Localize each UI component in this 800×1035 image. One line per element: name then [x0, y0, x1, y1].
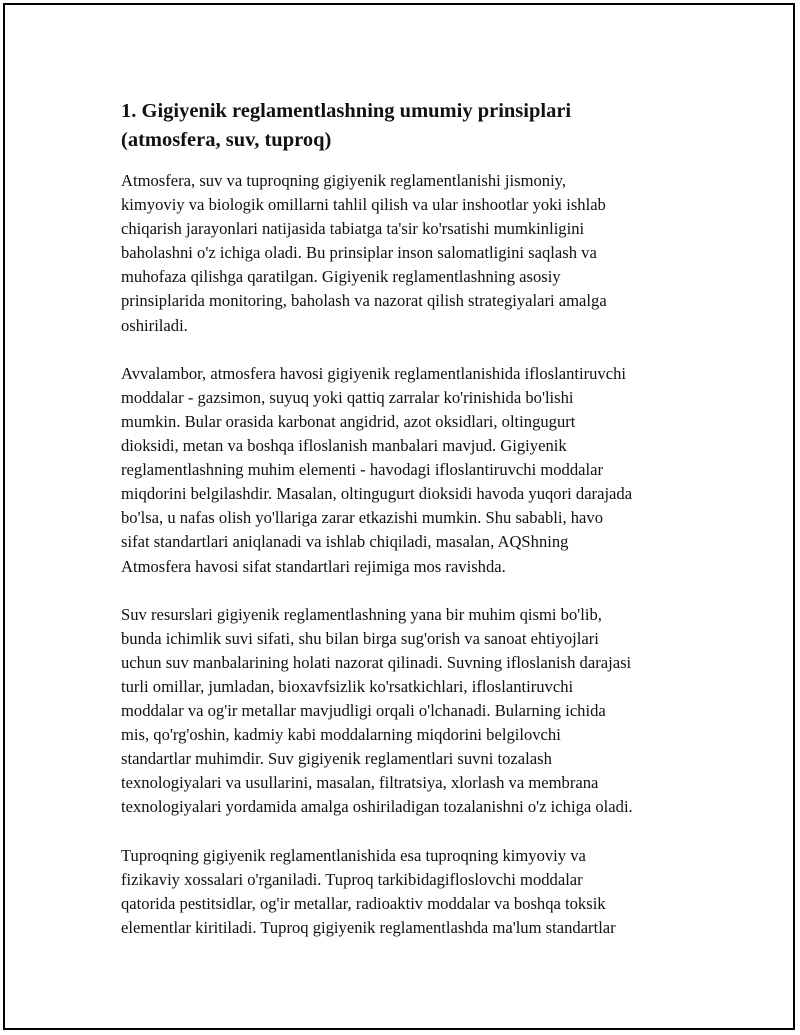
text-line: standartlar muhimdir. Suv gigiyenik reglamentlari suvni tozalash: [121, 749, 552, 769]
text-line: qatorida pestitsidlar, og'ir metallar, radioaktiv moddalar va boshqa toksik: [121, 893, 606, 913]
text-line: mumkin. Bular orasida karbonat angidrid, azot oksidlari, oltingugurt: [121, 411, 576, 431]
text-line: elementlar kiritiladi. Tuproq gigiyenik reglamentlashda ma'lum standartlar: [121, 917, 616, 937]
text-line: moddalar va og'ir metallar mavjudligi orqali o'lchanadi. Bularning ichida: [121, 701, 606, 721]
text-line: baholashni o'z ichiga oladi. Bu prinsiplar inson salomatligini saqlash va: [121, 243, 597, 263]
text-line: Tuproqning gigiyenik reglamentlanishida esa tuproqning kimyoviy va: [121, 845, 586, 865]
text-line: muhofaza qilishga qaratilgan. Gigiyenik reglamentlashning asosiy: [121, 267, 561, 287]
paragraph-soil: [121, 844, 691, 940]
text-line: dioksidi, metan va boshqa ifloslanish manbalari mavjud. Gigiyenik: [121, 436, 567, 456]
text-line: Suv resurslari gigiyenik reglamentlashning yana bir muhim qismi bo'lib,: [121, 604, 602, 624]
paragraph-atmosphere: [121, 362, 691, 579]
text-line: chiqarish jarayonlari natijasida tabiatga ta'sir ko'rsatishi mumkinligini: [121, 219, 585, 239]
text-line: uchun suv manbalarining holati nazorat qilinadi. Suvning ifloslanish darajasi: [121, 652, 632, 672]
text-line: bo'lsa, u nafas olish yo'llariga zarar etkazishi mumkin. Shu sababli, havo: [121, 508, 604, 528]
text-line: kimyoviy va biologik omillarni tahlil qilish va ular inshootlar yoki ishlab: [121, 195, 606, 215]
text-line: mis, qo'rg'oshin, kadmiy kabi moddalarning miqdorini belgilovchi: [121, 725, 561, 745]
page: [3, 3, 795, 1030]
heading-line: (atmosfera, suv, tuproq): [121, 129, 332, 151]
text-line: miqdorini belgilashdir. Masalan, oltingugurt dioksidi havoda yuqori darajada: [121, 484, 633, 504]
text-line: Atmosfera, suv va tuproqning gigiyenik reglamentlanishi jismoniy,: [121, 171, 567, 190]
text-line: moddalar - gazsimon, suyuq yoki qattiq zarralar ko'rinishida bo'lishi: [121, 387, 574, 407]
text-line: texnologiyalari yordamida amalga oshiriladigan tozalanishni o'z ichiga oladi.: [121, 797, 633, 817]
text-line: Avvalambor, atmosfera havosi gigiyenik reglamentlanishida ifloslantiruvchi: [121, 363, 626, 383]
text-line: fizikaviy xossalari o'rganiladi. Tuproq tarkibidagifloslovchi moddalar: [121, 869, 583, 889]
document-body: [121, 97, 691, 964]
heading-line: 1. Gigiyenik reglamentlashning umumiy prinsiplari: [121, 100, 572, 122]
text-line: oshiriladi.: [121, 315, 188, 335]
text-line: turli omillar, jumladan, bioxavfsizlik ko'rsatkichlari, ifloslantiruvchi: [121, 676, 574, 696]
paragraph-water: [121, 603, 691, 820]
text-line: Atmosfera havosi sifat standartlari rejimiga mos ravishda.: [121, 556, 506, 576]
text-line: prinsiplarida monitoring, baholash va nazorat qilish strategiyalari amalga: [121, 291, 607, 311]
text-line: texnologiyalari va usullarini, masalan, filtratsiya, xlorlash va membrana: [121, 773, 599, 793]
text-line: sifat standartlari aniqlanadi va ishlab chiqiladi, masalan, AQShning: [121, 532, 569, 552]
section-heading: [121, 97, 691, 155]
text-line: reglamentlashning muhim elementi - havodagi ifloslantiruvchi moddalar: [121, 460, 604, 480]
text-line: bunda ichimlik suvi sifati, shu bilan birga sug'orish va sanoat ehtiyojlari: [121, 628, 599, 648]
paragraph-intro: [121, 169, 691, 338]
